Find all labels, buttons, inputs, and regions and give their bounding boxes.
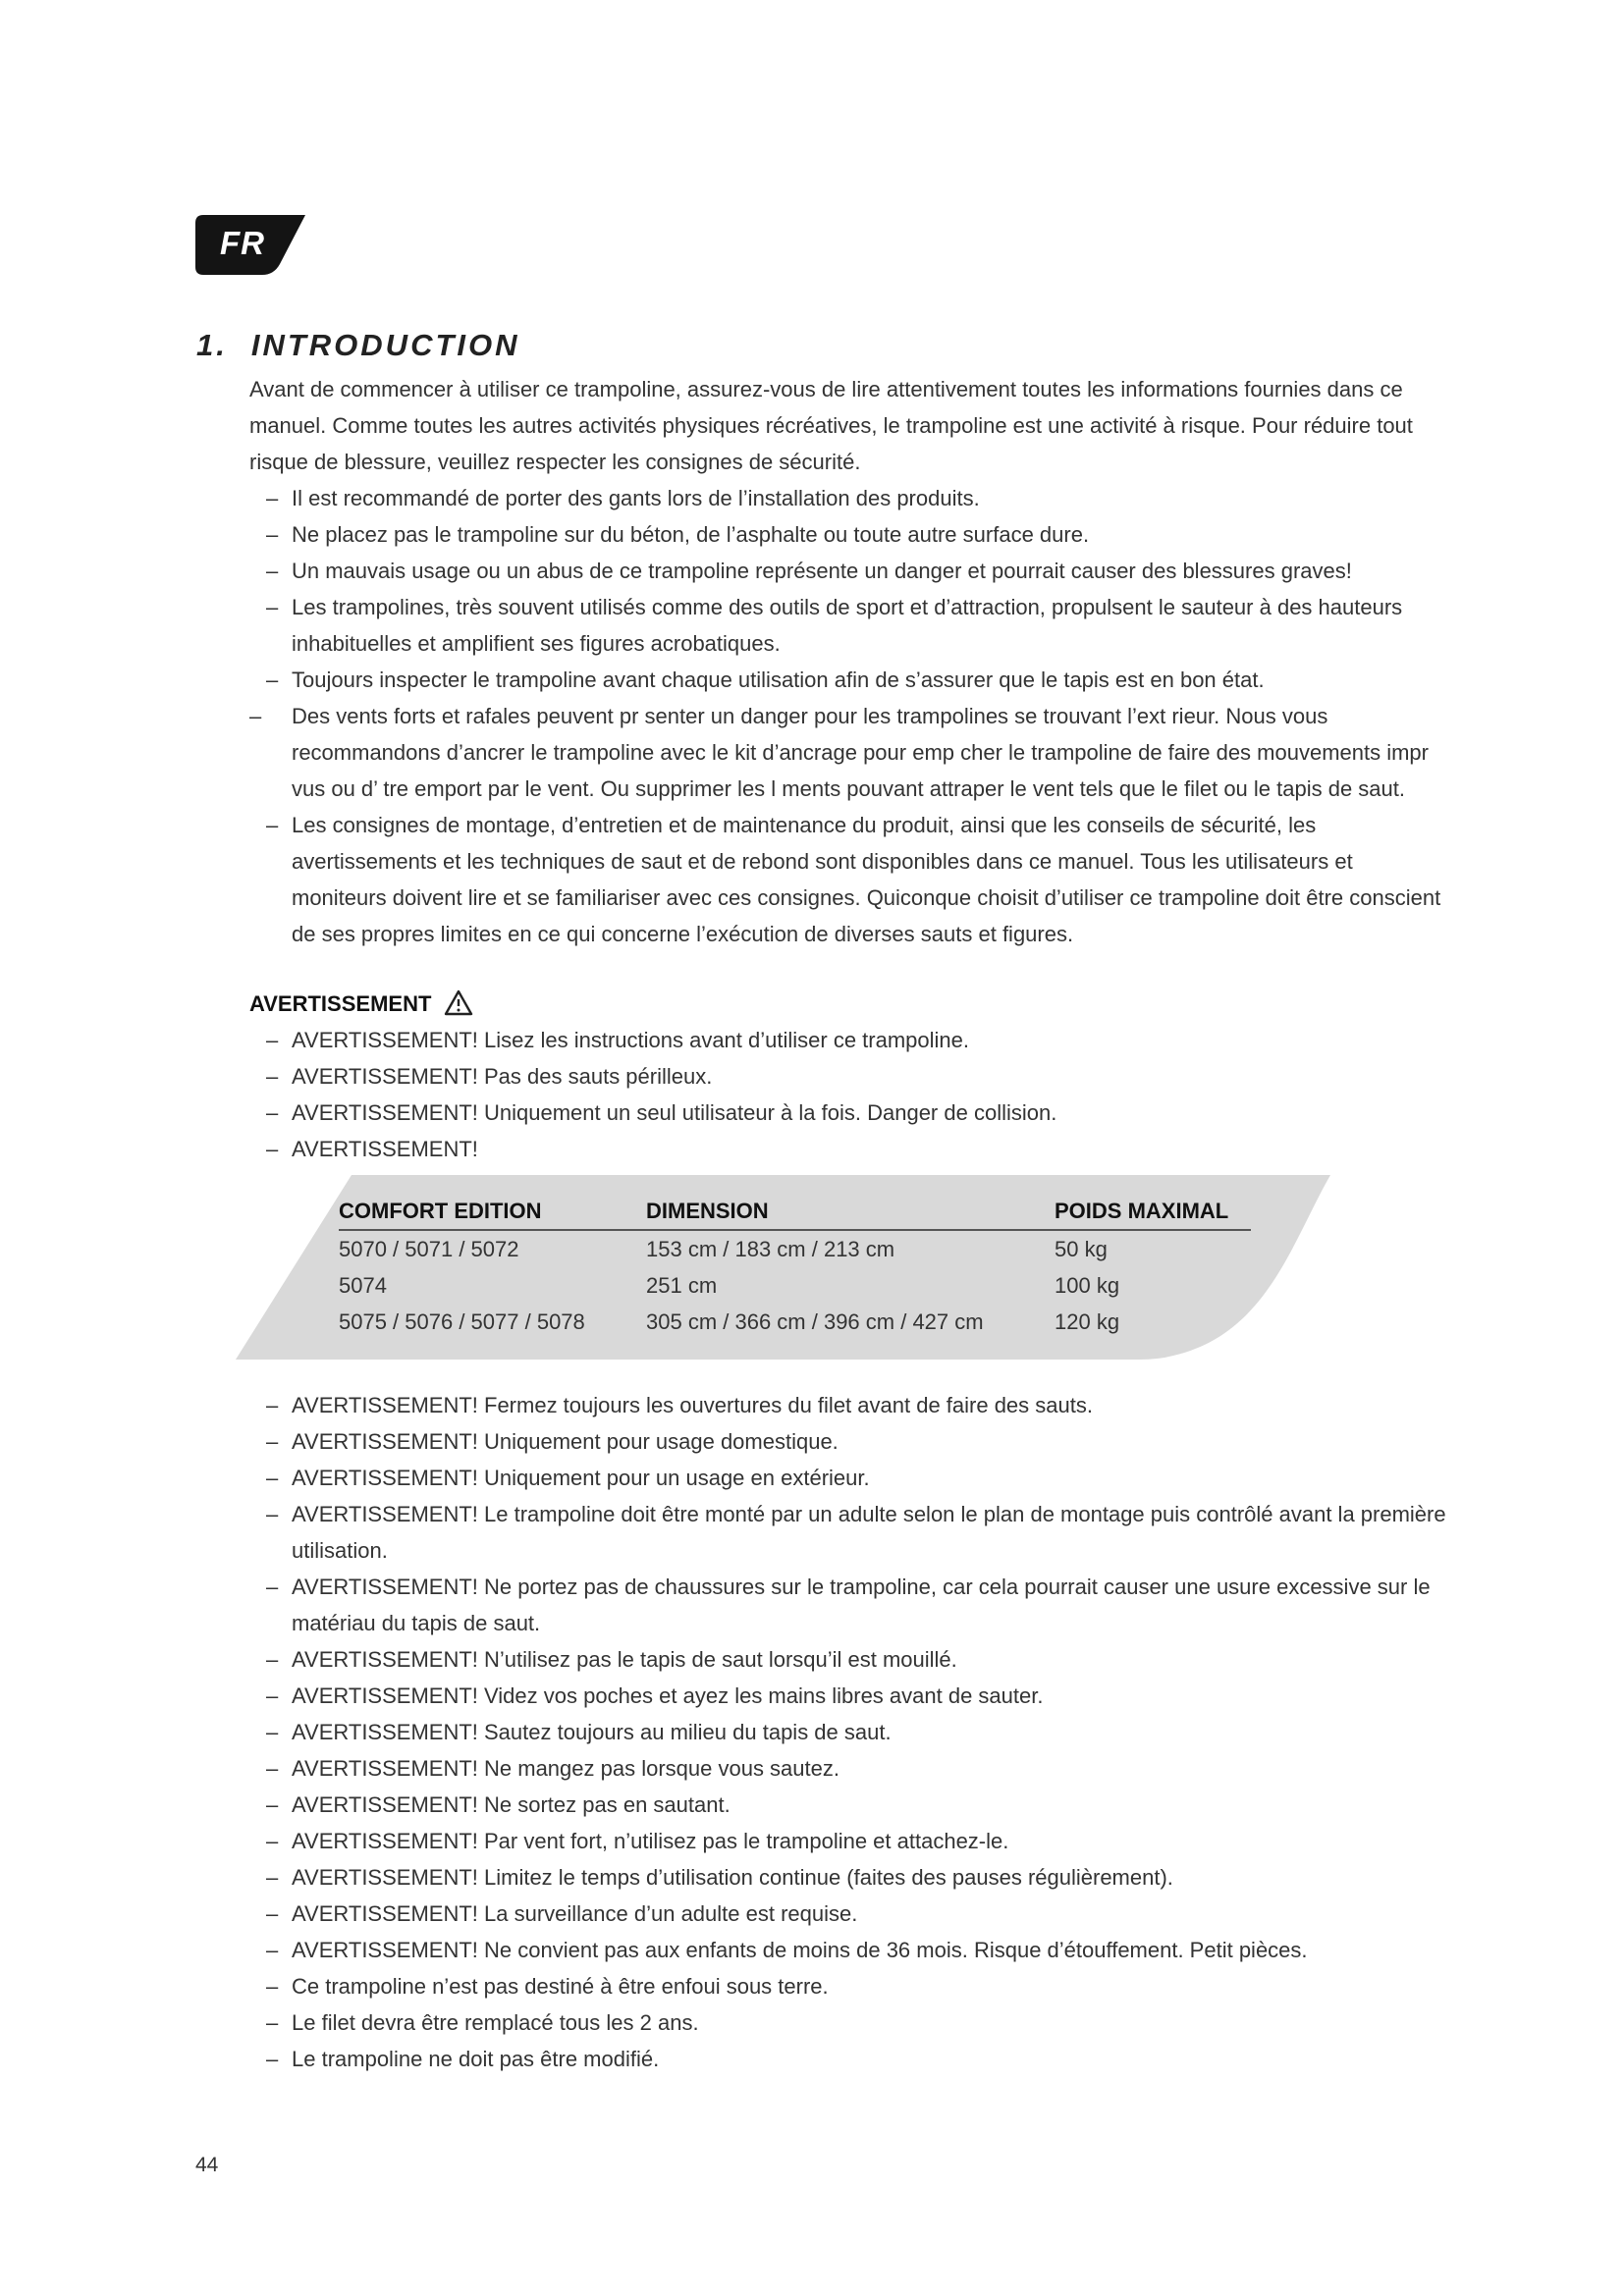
spec-cell-weight: 50 kg — [1055, 1237, 1108, 1261]
warning-item: – Ce trampoline n’est pas destiné à être enfoui sous terre. — [249, 1968, 1447, 2004]
spec-cell-dimension: 153 cm / 183 cm / 213 cm — [646, 1237, 895, 1261]
section-title-text: INTRODUCTION — [250, 328, 520, 362]
spec-table-row — [339, 1230, 1251, 1267]
warning-item: – AVERTISSEMENT! La surveillance d’un adulte est requise. — [249, 1896, 1447, 1932]
warning-item: – AVERTISSEMENT! Ne mangez pas lorsque vous sautez. — [249, 1750, 1447, 1787]
intro-paragraph: Avant de commencer à utiliser ce trampoline, assurez-vous de lire attentivement toutes les informations fournies dans ce manuel. Comme toutes les autres activités physiques récréatives, le trampoline est une activité à risque. Pour réduire tout risque de blessure, veuillez respecter les consignes de sécurité. — [249, 377, 1413, 474]
language-badge — [195, 215, 305, 275]
spec-cell-weight: 120 kg — [1055, 1309, 1120, 1334]
warning-item: – Le trampoline ne doit pas être modifié. — [249, 2041, 1447, 2077]
warning-heading — [249, 986, 1447, 1022]
spec-header-dimension: DIMENSION — [646, 1193, 1055, 1230]
spec-table-box — [236, 1175, 1434, 1381]
warning-item: – AVERTISSEMENT! Pas des sauts périlleux. — [249, 1058, 1447, 1095]
page-content — [249, 371, 1447, 2077]
safety-item: – Des vents forts et rafales peuvent pr senter un danger pour les trampolines se trouvant l’ext rieur. Nous vous recommandons d’ancrer le trampoline avec le kit d’ancrage pour emp cher le trampoline de faire des mouvements impr vus ou d’ tre emport par le vent. Ou supprimer les l ments pouvant attraper le vent tels que le filet ou le tapis de saut. — [249, 698, 1447, 807]
warning-item: – AVERTISSEMENT! Sautez toujours au milieu du tapis de saut. — [249, 1714, 1447, 1750]
warning-item: – AVERTISSEMENT! Lisez les instructions avant d’utiliser ce trampoline. — [249, 1022, 1447, 1058]
spec-header-max-weight: POIDS MAXIMAL — [1055, 1193, 1251, 1230]
section-number: 1. — [196, 328, 228, 362]
spec-table-header-row — [339, 1193, 1251, 1230]
warning-list-top — [249, 1022, 1447, 1167]
warning-item: – AVERTISSEMENT! Limitez le temps d’utilisation continue (faites des pauses régulièrement). — [249, 1859, 1447, 1896]
warning-triangle-icon — [444, 989, 473, 1016]
safety-list — [249, 480, 1447, 952]
spec-table-row — [339, 1267, 1251, 1304]
spec-cell-dimension: 251 cm — [646, 1273, 718, 1298]
warning-item: – AVERTISSEMENT! Uniquement pour usage domestique. — [249, 1423, 1447, 1460]
warning-item: – AVERTISSEMENT! Ne convient pas aux enfants de moins de 36 mois. Risque d’étouffement. Petit pièces. — [249, 1932, 1447, 1968]
safety-item: – Les consignes de montage, d’entretien et de maintenance du produit, ainsi que les conseils de sécurité, les avertissements et les techniques de saut et de rebond sont disponibles dans ce manuel. Tous les utilisateurs et moniteurs doivent lire et se familiariser avec ces consignes. Quiconque choisit d’utiliser ce trampoline doit être conscient de ses propres limites en ce qui concerne l’exécution de diverses sauts et figures. — [249, 807, 1447, 952]
warning-item: – AVERTISSEMENT! Ne sortez pas en sautant. — [249, 1787, 1447, 1823]
warning-item: – AVERTISSEMENT! Fermez toujours les ouvertures du filet avant de faire des sauts. — [249, 1387, 1447, 1423]
safety-item: – Ne placez pas le trampoline sur du béton, de l’asphalte ou toute autre surface dure. — [249, 516, 1447, 553]
warning-item: – AVERTISSEMENT! Videz vos poches et ayez les mains libres avant de sauter. — [249, 1678, 1447, 1714]
warning-heading-text: AVERTISSEMENT — [249, 991, 432, 1016]
language-badge-label: FR — [220, 225, 265, 261]
spec-table — [339, 1193, 1251, 1340]
spec-table-row — [339, 1304, 1251, 1340]
warning-item: – AVERTISSEMENT! — [249, 1131, 1447, 1167]
warning-list-bottom — [249, 1387, 1447, 2077]
warning-item: – AVERTISSEMENT! Uniquement un seul utilisateur à la fois. Danger de collision. — [249, 1095, 1447, 1131]
warning-item: – Le filet devra être remplacé tous les 2 ans. — [249, 2004, 1447, 2041]
safety-item: – Toujours inspecter le trampoline avant chaque utilisation afin de s’assurer que le tapis est en bon état. — [249, 662, 1447, 698]
spec-cell-models: 5070 / 5071 / 5072 — [339, 1237, 519, 1261]
section-title — [196, 328, 520, 363]
safety-item: – Il est recommandé de porter des gants lors de l’installation des produits. — [249, 480, 1447, 516]
spec-header-edition: COMFORT EDITION — [339, 1193, 646, 1230]
warning-item: – AVERTISSEMENT! N’utilisez pas le tapis de saut lorsqu’il est mouillé. — [249, 1641, 1447, 1678]
warning-item: – AVERTISSEMENT! Uniquement pour un usage en extérieur. — [249, 1460, 1447, 1496]
safety-item: – Les trampolines, très souvent utilisés comme des outils de sport et d’attraction, propulsent le sauteur à des hauteurs inhabituelles et amplifient ses figures acrobatiques. — [249, 589, 1447, 662]
spec-cell-models: 5075 / 5076 / 5077 / 5078 — [339, 1309, 585, 1334]
warning-item: – AVERTISSEMENT! Ne portez pas de chaussures sur le trampoline, car cela pourrait causer une usure excessive sur le matériau du tapis de saut. — [249, 1569, 1447, 1641]
safety-item: – Un mauvais usage ou un abus de ce trampoline représente un danger et pourrait causer des blessures graves! — [249, 553, 1447, 589]
warning-item: – AVERTISSEMENT! Par vent fort, n’utilisez pas le trampoline et attachez-le. — [249, 1823, 1447, 1859]
spec-cell-dimension: 305 cm / 366 cm / 396 cm / 427 cm — [646, 1309, 984, 1334]
spec-cell-models: 5074 — [339, 1273, 387, 1298]
warning-item: – AVERTISSEMENT! Le trampoline doit être monté par un adulte selon le plan de montage puis contrôlé avant la première utilisation. — [249, 1496, 1447, 1569]
spec-cell-weight: 100 kg — [1055, 1273, 1120, 1298]
page-number: 44 — [195, 2154, 219, 2176]
